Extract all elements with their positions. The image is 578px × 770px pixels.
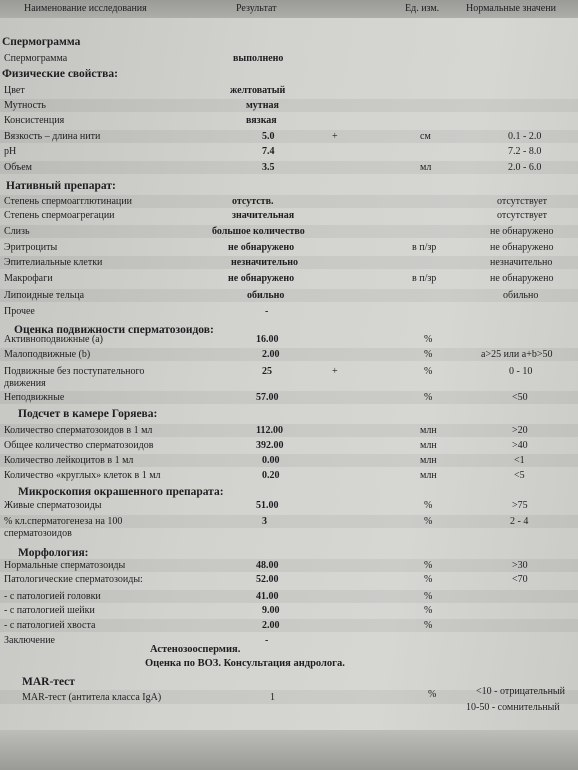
row-unit: мл: [420, 162, 432, 173]
row-name: Цвет: [4, 85, 25, 96]
mar-result: 1: [270, 692, 275, 703]
row-result: выполнено: [233, 53, 284, 64]
section-heading: Физические свойства:: [2, 68, 118, 80]
row-result: 2.00: [262, 620, 280, 631]
row-result: вязкая: [246, 115, 277, 126]
row-result: 51.00: [256, 500, 279, 511]
row-name: Малоподвижные (b): [4, 349, 91, 360]
row-name: - с патологией головки: [4, 591, 101, 602]
row-name: Мутность: [4, 100, 46, 111]
row-norm: <5: [514, 470, 525, 481]
row-result: отсутств.: [232, 196, 274, 207]
row-result: 3: [262, 516, 267, 527]
row-unit: %: [424, 620, 433, 631]
section-heading: Подсчет в камере Горяева:: [18, 408, 158, 420]
row-unit: %: [424, 574, 433, 585]
row-name: Количество лейкоцитов в 1 мл: [4, 455, 134, 466]
row-stripe: [0, 391, 578, 404]
row-norm: обильно: [503, 290, 539, 301]
row-norm: >75: [512, 500, 528, 511]
row-name: Нормальные сперматозоиды: [4, 560, 126, 571]
row-unit: млн: [420, 470, 437, 481]
row-name: Макрофаги: [4, 273, 53, 284]
row-result: 0.00: [262, 455, 280, 466]
row-name: - с патологией шейки: [4, 605, 95, 616]
row-norm: >30: [512, 560, 528, 571]
row-result: мутная: [246, 100, 279, 111]
row-result: 3.5: [262, 162, 275, 173]
row-name: Активноподвижные (a): [4, 334, 103, 345]
row-name: Степень спермоагрегации: [4, 210, 115, 221]
row-name: Спермограмма: [4, 53, 68, 64]
row-norm: 2.0 - 6.0: [508, 162, 542, 173]
section-mar: MAR-тест: [22, 676, 75, 688]
row-name: Прочее: [4, 306, 35, 317]
row-result: 5.0: [262, 131, 275, 142]
section-heading: Нативный препарат:: [6, 180, 116, 192]
row-name: Липоидные тельца: [4, 290, 85, 301]
row-result: не обнаружено: [228, 273, 295, 284]
row-unit: млн: [420, 425, 437, 436]
row-norm: не обнаружено: [490, 242, 554, 253]
row-name: Количество «круглых» клеток в 1 мл: [4, 470, 161, 481]
row-unit: в п/зр: [412, 273, 437, 284]
row-norm: <1: [514, 455, 525, 466]
section-heading: Спермограмма: [2, 36, 81, 48]
row-result: 9.00: [262, 605, 280, 616]
row-unit: млн: [420, 440, 437, 451]
row-norm: <70: [512, 574, 528, 585]
row-norm: a>25 или a+b>50: [481, 349, 553, 360]
row-unit: %: [424, 605, 433, 616]
mar-norm-1: <10 - отрицательный: [476, 686, 565, 697]
row-name: Объем: [4, 162, 32, 173]
row-name: Общее количество сперматозоидов: [4, 440, 154, 451]
row-name: Эритроциты: [4, 242, 58, 253]
row-name: Эпителиальные клетки: [4, 257, 103, 268]
row-norm: отсутствует: [497, 196, 548, 207]
row-result: незначительно: [231, 257, 298, 268]
header-unit: Ед. изм.: [405, 3, 440, 14]
row-norm: незначительно: [490, 257, 553, 268]
mar-name: MAR-тест (антитела класса IgA): [22, 692, 162, 703]
row-norm: 7.2 - 8.0: [508, 146, 542, 157]
row-result: 57.00: [256, 392, 279, 403]
row-name: Вязкость – длина нити: [4, 131, 101, 142]
conclusion-line-1: Астенозооспермия.: [150, 644, 241, 655]
header-name: Наименование исследования: [24, 3, 147, 14]
row-unit: %: [424, 516, 433, 527]
row-name: Слизь: [4, 226, 30, 237]
row-name: % кл.сперматогенеза на 100: [4, 516, 123, 527]
row-name-continued: движения: [4, 378, 46, 389]
page-bottom-shadow: [0, 730, 578, 770]
row-result: 0.20: [262, 470, 280, 481]
row-norm: >40: [512, 440, 528, 451]
row-norm: >20: [512, 425, 528, 436]
section-heading: Микроскопия окрашенного препарата:: [18, 486, 224, 498]
row-name: Степень спермоагглютинации: [4, 196, 132, 207]
conclusion-line-2: Оценка по ВОЗ. Консультация андролога.: [145, 658, 345, 669]
row-norm: не обнаружено: [490, 273, 554, 284]
row-norm: 0 - 10: [509, 366, 533, 377]
abnormal-flag: +: [332, 131, 338, 142]
row-result: не обнаружено: [228, 242, 295, 253]
header-result: Результат: [236, 3, 277, 14]
row-unit: %: [424, 560, 433, 571]
row-unit: в п/зр: [412, 242, 437, 253]
row-result: 7.4: [262, 146, 275, 157]
row-unit: см: [420, 131, 431, 142]
row-unit: %: [424, 334, 433, 345]
row-norm: не обнаружено: [490, 226, 554, 237]
row-stripe: [0, 161, 578, 174]
table-header: [0, 0, 578, 18]
row-unit: %: [424, 366, 433, 377]
row-name: Патологические сперматозоиды:: [4, 574, 143, 585]
row-stripe: [0, 99, 578, 112]
row-name: Неподвижные: [4, 392, 65, 403]
row-result: 16.00: [256, 334, 279, 345]
row-norm: отсутствует: [497, 210, 548, 221]
row-result: обильно: [247, 290, 285, 301]
row-unit: %: [424, 392, 433, 403]
row-norm: 2 - 4: [510, 516, 529, 527]
row-norm: <50: [512, 392, 528, 403]
row-name: - с патологией хвоста: [4, 620, 96, 631]
row-result: 2.00: [262, 349, 280, 360]
row-stripe: [0, 289, 578, 302]
row-result: желтоватый: [230, 85, 286, 96]
row-result: 48.00: [256, 560, 279, 571]
row-unit: %: [424, 591, 433, 602]
row-norm: 0.1 - 2.0: [508, 131, 542, 142]
row-name: Консистенция: [4, 115, 65, 126]
mar-norm-2: 10-50 - сомнительный: [466, 702, 560, 713]
row-unit: %: [424, 500, 433, 511]
abnormal-flag: +: [332, 366, 338, 377]
row-result: значительная: [232, 210, 295, 221]
row-result: -: [265, 306, 269, 317]
row-result: 392.00: [256, 440, 284, 451]
row-unit: млн: [420, 455, 437, 466]
row-name: Заключение: [4, 635, 55, 646]
row-name: Живые сперматозоиды: [4, 500, 102, 511]
row-name: Подвижные без поступательного: [4, 366, 145, 377]
row-result: 25: [262, 366, 272, 377]
section-heading: Морфология:: [18, 547, 89, 559]
row-result: 112.00: [256, 425, 283, 436]
row-unit: %: [424, 349, 433, 360]
header-norm: Нормальные значени: [466, 3, 556, 14]
row-name: pH: [4, 146, 17, 157]
row-result: большое количество: [212, 226, 305, 237]
mar-unit: %: [428, 689, 437, 700]
row-result: -: [265, 635, 269, 646]
section-heading: Оценка подвижности сперматозоидов:: [14, 324, 214, 336]
row-result: 41.00: [256, 591, 279, 602]
row-result: 52.00: [256, 574, 279, 585]
row-name-continued: сперматозоидов: [4, 528, 72, 539]
row-name: Количество сперматозоидов в 1 мл: [4, 425, 153, 436]
